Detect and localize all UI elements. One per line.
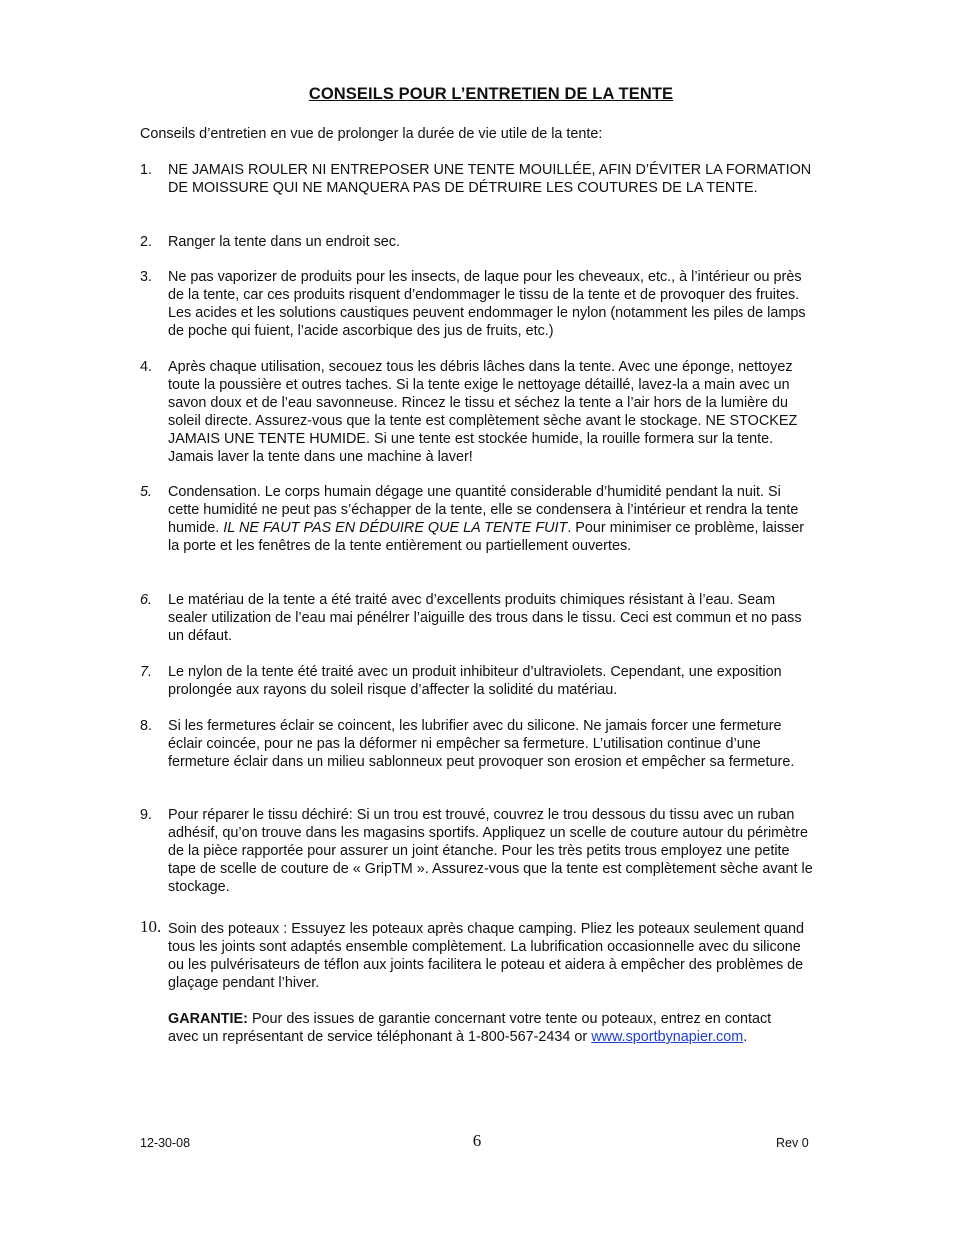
item-number: 10. [140,917,162,936]
warranty-label: GARANTIE: [168,1011,248,1027]
website-link[interactable]: www.sportbynapier.com [591,1029,744,1045]
list-item [140,663,815,699]
item-text: Après chaque utilisation, secouez tous les débris lâches dans la tente. Avec une éponge, nettoyez toute la poussière et outres taches. Si la tente exige le nettoyage détaillé, lavez-la a main avec un savon doux et de l’eau savonneuse. Rincez le tissu et séchez la tente a l’air hors de la lumière du soleil directe. Assurez-vous que la tente est complètement sèche avant le stockage. NE STOCKEZ JAMAIS UNE TENTE HUMIDE. Si une tente est stockée humide, la rouille formera sur la tente. Jamais laver la tente dans une machine à laver! [168,359,798,465]
intro-text: Conseils d’entretien en vue de prolonger la durée de vie utile de la tente: [140,126,603,142]
warranty-paragraph [168,1010,788,1046]
page-title: CONSEILS POUR L’ENTRETIEN DE LA TENTE [308,85,674,103]
item-number: 5. [140,484,153,500]
item-text: Ne pas vaporizer de produits pour les insects, de laque pour les cheveaux, etc., à l’intérieur ou près de la tente, car ces produits risquent d’endommager le tissu de la tente et de provoquer des fruites. Les acides et les solutions caustiques peuvent endommager le nylon (notamment les piles de lamps de poche qui fuient, l’acide ascorbique des jus de fruits, etc.) [168,269,806,339]
item-text: Le nylon de la tente été traité avec un produit inhibiteur d’ultraviolets. Cependant, une exposition prolongée aux rayons du soleil risque d’affecter la solidité du matériau. [168,664,782,698]
page-number: 6 [472,1131,482,1150]
item-text: Le matériau de la tente a été traité avec d’excellents produits chimiques résistant à l’eau. Seam sealer utilization de l’eau mai pénélrer l’aiguille des trous dans le tissu. Ceci est commun et no pass un défaut. [168,592,802,644]
list-item [140,358,815,466]
item-number: 1. [140,162,153,178]
footer-revision: Rev 0 [776,1136,809,1150]
list-item [140,268,815,340]
item-number: 7. [140,664,153,680]
item-text: Pour réparer le tissu déchiré: Si un trou est trouvé, couvrez le trou dessous du tissu avec un ruban adhésif, qu’on trouve dans les magasins sportifs. Appliquez un scelle de couture autour du périmètre de la pièce rapportée pour assurer un joint étanche. Pour les très petits trous employez une petite tape de scelle de couture de « GripTM ». Assurez-vous que la tente est complètement sèche avant le stockage. [168,807,813,895]
item-text [168,483,815,555]
item-text: Si les fermetures éclair se coincent, les lubrifier avec du silicone. Ne jamais forcer une fermeture éclair coincée, pour ne pas la déformer ni empêcher sa fermeture. L’utilisation continue d’une fermeture éclair dans un milieu sablonneux peut provoquer son erosion et empêcher sa fermeture. [168,718,795,770]
list-item [140,806,815,896]
warranty-text: Pour des issues de garantie concernant votre tente ou poteaux, entrez en contact avec un représentant de service téléphonant à 1-800-567-2434 or [168,1011,772,1045]
item-text: NE JAMAIS ROULER NI ENTREPOSER UNE TENTE MOUILLÉE, AFIN D’ÉVITER LA FORMATION DE MOISSURE QUI NE MANQUERA PAS DE DÉTRUIRE LES COUTURES DE LA TENTE. [168,162,812,196]
item-number: 8. [140,718,153,734]
item-text-part: . Pour minimiser ce problème, laisser la porte et les fenêtres de la tente entièrement ou partiellement ouvertes. [168,520,805,554]
list-item [140,917,815,992]
item-number: 2. [140,234,153,250]
list-item [140,717,815,771]
item-number: 6. [140,592,153,608]
item-text: Soin des poteaux : Essuyez les poteaux après chaque camping. Pliez les poteaux seulement quand tous les joints sont adaptés ensemble complètement. La lubrification occasionnelle avec du silicone ou les pulvérisateurs de téflon aux joints facilitera le poteau et aidera à empêcher des problèmes de glaçage pendant l’hiver. [168,921,804,991]
list-item [140,483,815,555]
footer-date: 12-30-08 [140,1136,191,1150]
item-text-italic: IL NE FAUT PAS EN DÉDUIRE QUE LA TENTE FUIT [223,520,568,536]
list-item [140,161,815,197]
list-item [140,591,815,645]
item-text: Ranger la tente dans un endroit sec. [168,234,400,250]
item-number: 4. [140,359,153,375]
item-number: 9. [140,807,153,823]
item-text-part: Condensation. Le corps humain dégage une quantité considerable d’humidité pendant la nuit. Si cette humidité ne peut pas s’échapper de la tente, elle se condensera à l’intérieur et rendra la tente humide. [168,484,799,536]
warranty-end: . [743,1029,748,1045]
list-item [140,233,815,251]
item-number: 3. [140,269,153,285]
